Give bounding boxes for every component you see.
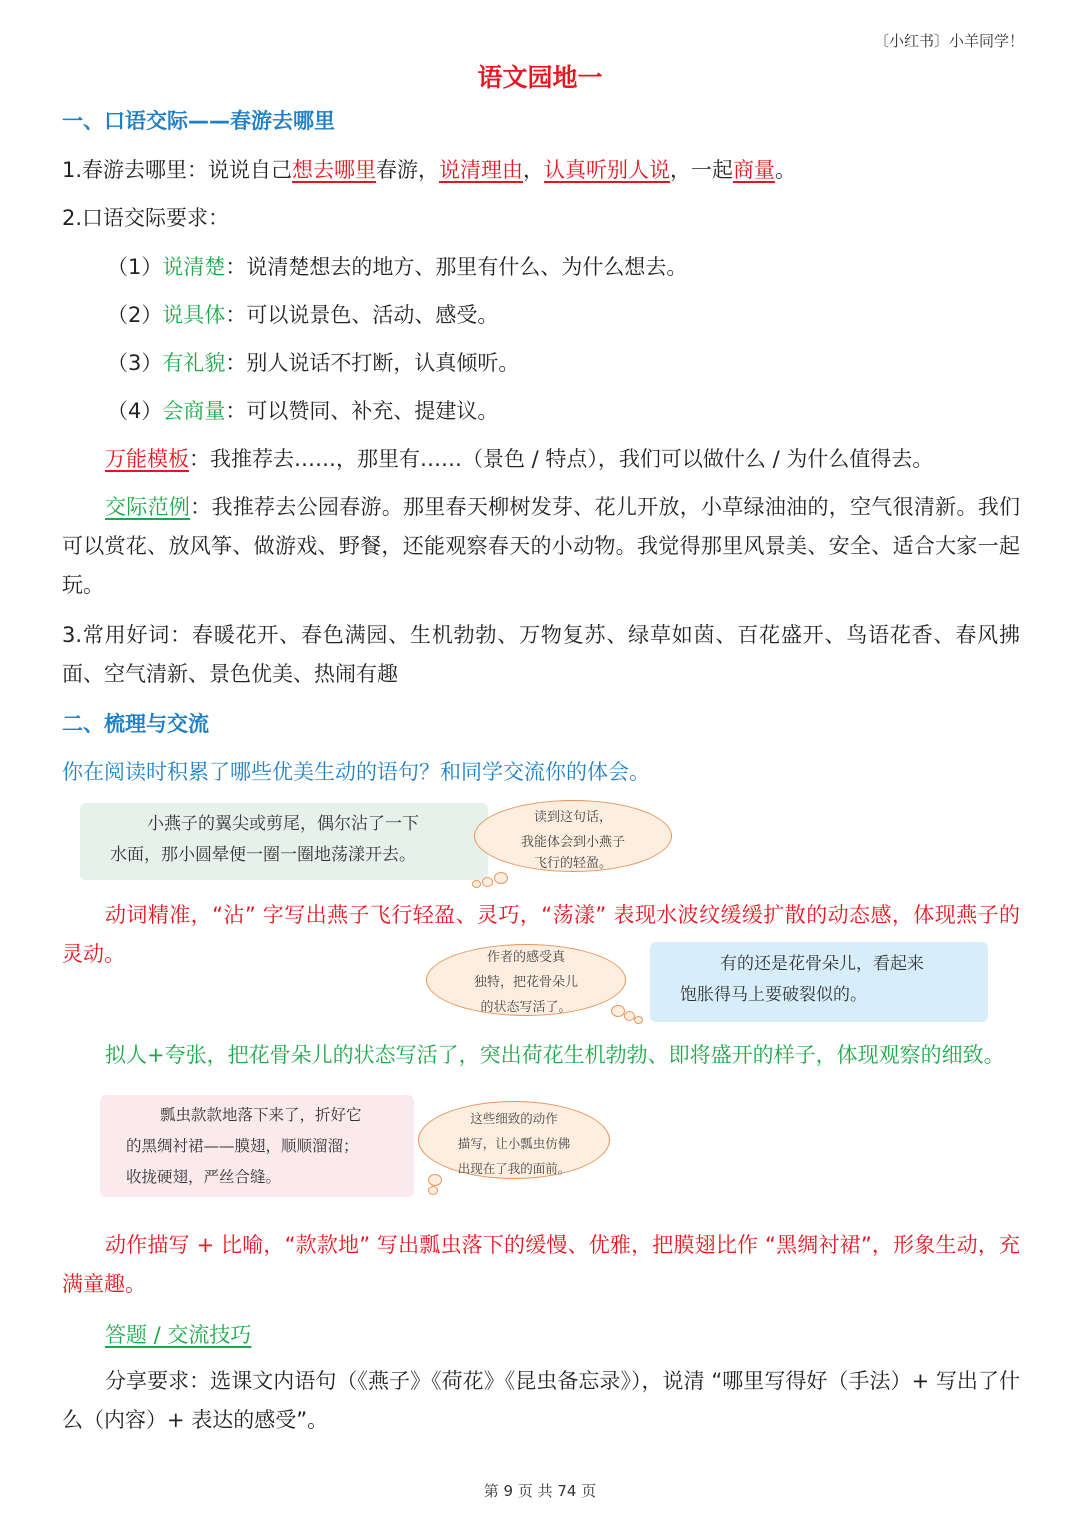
bubble-line: 这些细致的动作 [470, 1111, 558, 1126]
bubble-dot [428, 1174, 442, 1186]
quote-line: 收拢硬翅，严丝合缝。 [126, 1168, 282, 1186]
analysis-ladybug: 动作描写 + 比喻，“款款地” 写出瓢虫落下的缓慢、优雅，把膜翅比作 “黑绸衬裙”，形象生动，充满童趣。 [62, 1233, 1020, 1296]
item-text: ：可以说景色、活动、感受。 [225, 303, 499, 327]
item-number: （1） [107, 255, 163, 279]
quote-line: 的黑绸衬裙——膜翅，顺顺溜溜； [126, 1137, 359, 1155]
bubble-dot [472, 880, 481, 888]
bubble-dot [494, 872, 508, 884]
analysis-swallow: 动词精准，“沾” 字写出燕子飞行轻盈、灵巧，“荡漾” 表现水波纹缓缓扩散的动态感，体现燕子的灵动。 [62, 903, 1020, 966]
bubble-line: 的状态写活了。 [480, 1000, 572, 1015]
keyword: 说清理由 [439, 158, 524, 182]
quote-box-swallow [80, 803, 488, 880]
requirements-title: 2.口语交际要求： [62, 206, 230, 230]
requirement-item [107, 348, 519, 378]
item-key: 有礼貌 [162, 351, 226, 375]
good-words-paragraph: 3.常用好词：春暖花开、春色满园、生机勃勃、万物复苏、绿草如茵、百花盛开、鸟语花香、春风拂面、空气清新、景色优美、热闹有趣 [62, 623, 1020, 686]
example-text: ：我推荐去公园春游。那里春天柳树发芽、花儿开放，小草绿油油的，空气很清新。我们可以赏花、放风筝、做游戏、野餐，还能观察春天的小动物。我觉得那里风景美、安全、适合大家一起玩。 [62, 495, 1021, 597]
bubble-line: 描写，让小瓢虫仿佛 [457, 1136, 571, 1151]
item-number: （3） [107, 351, 163, 375]
bubble-line: 读到这句话， [533, 810, 612, 825]
tips-paragraph: 分享要求：选课文内语句（《燕子》《荷花》《昆虫备忘录》），说清 “哪里写得好（手法）+ 写出了什么（内容）+ 表达的感受”。 [62, 1369, 1020, 1432]
bubble-dot [611, 1005, 625, 1017]
requirement-item [107, 300, 498, 330]
bubble-line: 作者的感受真 [486, 950, 565, 965]
bubble-dot [428, 1186, 438, 1195]
text-segment: ， [523, 158, 545, 182]
thought-bubble [474, 800, 672, 872]
keyword: 商量 [733, 158, 776, 182]
example-label: 交际范例 [105, 495, 191, 519]
item-text: ：可以赞同、补充、提建议。 [225, 399, 499, 423]
template-text: ：我推荐去……，那里有……（景色 / 特点），我们可以做什么 / 为什么值得去。 [189, 447, 934, 471]
bubble-line: 独特，把花骨朵儿 [473, 975, 578, 990]
bubble-dot [482, 877, 493, 887]
quote-line: 瓢虫款款地落下来了，折好它 [160, 1106, 362, 1124]
quote-line: 饱胀得马上要破裂似的。 [680, 985, 867, 1005]
item-text: ：别人说话不打断，认真倾听。 [225, 351, 520, 375]
keyword: 认真听别人说 [544, 158, 671, 182]
section-question: 你在阅读时积累了哪些优美生动的语句？和同学交流你的体会。 [62, 760, 650, 784]
quote-line: 小燕子的翼尖或剪尾，偶尔沾了一下 [147, 814, 419, 834]
keyword: 想去哪里 [292, 158, 377, 182]
analysis-lotus: 拟人+夸张，把花骨朵儿的状态写活了，突出荷花生机勃勃、即将盛开的样子，体现观察的细致。 [105, 1043, 1005, 1067]
bubble-line: 飞行的轻盈。 [533, 856, 612, 871]
item-number: （2） [107, 303, 163, 327]
line-spring-trip [62, 155, 796, 185]
section-heading-1: 一、口语交际——春游去哪里 [62, 109, 335, 133]
quote-box-ladybug [100, 1095, 414, 1197]
text-segment: 。 [775, 158, 797, 182]
bubble-dot [634, 1016, 643, 1024]
text-segment: ，一起 [670, 158, 734, 182]
quote-line: 水面，那小圆晕便一圈一圈地荡漾开去。 [110, 845, 416, 865]
item-key: 会商量 [162, 399, 226, 423]
bubble-line: 出现在了我的面前。 [457, 1161, 571, 1176]
requirement-item [107, 396, 498, 426]
text-segment: 1.春游去哪里：说说自己 [62, 158, 293, 182]
bubble-line: 我能体会到小燕子 [520, 835, 625, 850]
item-key: 说具体 [162, 303, 226, 327]
tips-label: 答题 / 交流技巧 [105, 1323, 252, 1347]
quote-box-lotus [650, 942, 988, 1022]
watermark: 〔小红书〕小羊同学！ [873, 32, 1024, 50]
item-key: 说清楚 [162, 255, 226, 279]
thought-bubble [418, 1101, 610, 1179]
section-heading-2: 二、梳理与交流 [62, 712, 209, 736]
example-paragraph [62, 488, 1020, 605]
text-segment: 春游， [376, 158, 440, 182]
template-line [105, 444, 933, 474]
page-number: 第 9 页 共 74 页 [483, 1482, 597, 1500]
page-title: 语文园地一 [477, 63, 603, 92]
item-text: ：说清楚想去的地方、那里有什么、为什么想去。 [225, 255, 688, 279]
thought-bubble [426, 944, 626, 1016]
item-number: （4） [107, 399, 163, 423]
requirement-item [107, 252, 687, 282]
template-label: 万能模板 [105, 447, 189, 471]
quote-line: 有的还是花骨朵儿，看起来 [720, 954, 924, 974]
